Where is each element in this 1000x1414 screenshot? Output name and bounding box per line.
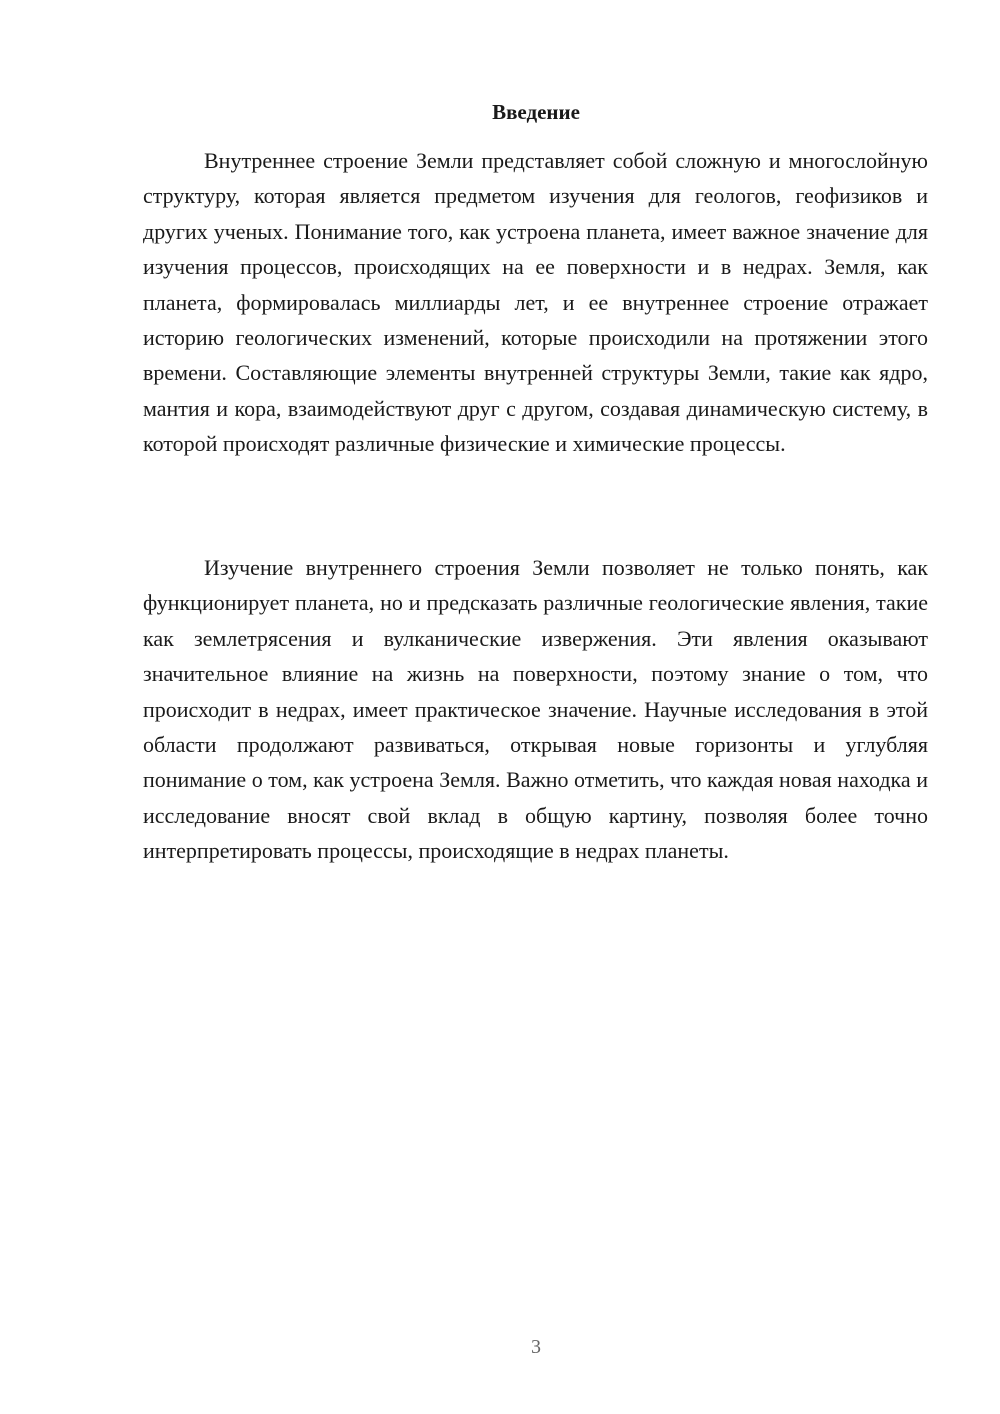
paragraph-1: Внутреннее строение Земли представляет собой сложную и многослойную структуру, которая является предметом изучения для геологов, геофизиков и других ученых. Понимание того, как устроена планета, имеет важное значение для изучения процессов, происходящих на ее поверхности и в недрах. Земля, как планета, формировалась миллиарды лет, и ее внутреннее строение отражает историю геологических изменений, которые происходили на протяжении этого времени. Составляющие элементы внутренней структуры Земли, такие как ядро, мантия и кора, взаимодействуют друг с другом, создавая динамическую систему, в которой происходят различные физические и химические процессы. [143,148,928,457]
paragraph-2: Изучение внутреннего строения Земли позволяет не только понять, как функционирует планета, но и предсказать различные геологические явления, такие как землетрясения и вулканические извержения. Эти явления оказывают значительное влияние на жизнь на поверхности, поэтому знание о том, что происходит в недрах, имеет практическое значение. Научные исследования в этой области продолжают развиваться, открывая новые горизонты и углубляя понимание о том, как устроена Земля. Важно отметить, что каждая новая находка и исследование вносят свой вклад в общую картину, позволяя более точно интерпретировать процессы, происходящие в недрах планеты. [143,555,928,864]
section-heading: Введение [492,100,580,124]
page-number: 3 [531,1336,541,1358]
